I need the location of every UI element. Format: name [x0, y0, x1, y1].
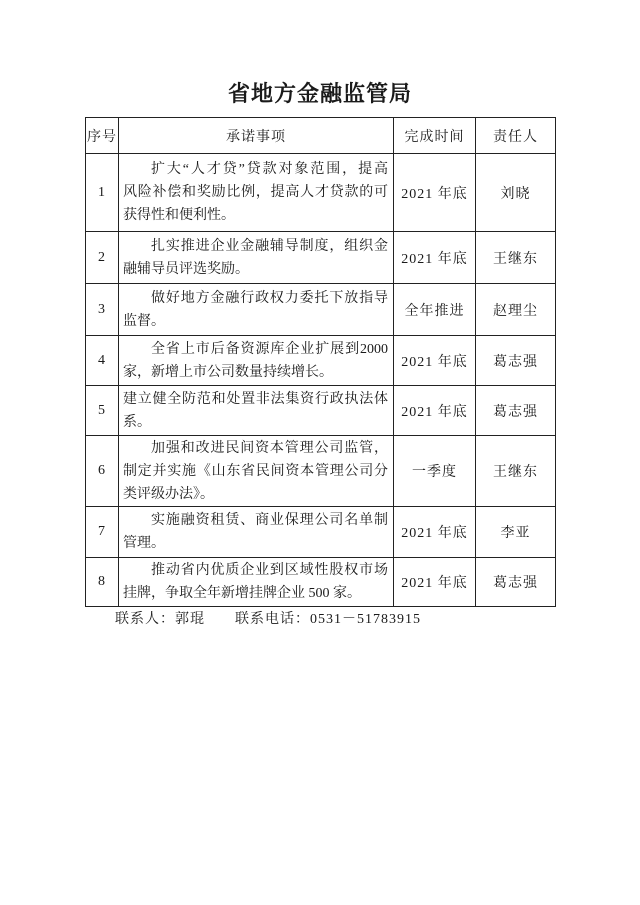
commitment-table: [85, 117, 556, 607]
row-number-cell: 7: [86, 507, 119, 558]
commitment-cell: [119, 436, 394, 507]
owner-cell: 李亚: [476, 507, 556, 558]
contact-footer: [115, 609, 421, 631]
commitment-cell: [119, 507, 394, 558]
header-number: 序号: [86, 118, 119, 154]
owner-cell: 赵理尘: [476, 284, 556, 336]
commitment-line: 类评级办法》。: [123, 486, 214, 502]
commitment-line: 全省上市后备资源库企业扩展到2000: [151, 341, 388, 357]
commitment-line: 做好地方金融行政权力委托下放指导: [151, 290, 388, 306]
owner-cell: 王继东: [476, 436, 556, 507]
owner-cell: 葛志强: [476, 336, 556, 386]
deadline-cell: 2021 年底: [394, 558, 476, 607]
commitment-line: 家，新增上市公司数量持续增长。: [123, 364, 333, 380]
document-title: 省地方金融监管局: [227, 81, 412, 106]
owner-cell: 刘晓: [476, 154, 556, 232]
table-header: [86, 118, 556, 154]
table-row: [86, 232, 556, 284]
header-deadline: 完成时间: [394, 118, 476, 154]
commitment-line: 融辅导员评选奖励。: [123, 261, 249, 277]
deadline-cell: 2021 年底: [394, 336, 476, 386]
commitment-cell: [119, 558, 394, 607]
commitment-line: 管理。: [123, 536, 165, 551]
deadline-cell: 2021 年底: [394, 507, 476, 558]
commitment-line: 挂牌，争取全年新增挂牌企业 500 家。: [123, 586, 361, 601]
contact-person: 联系人：郭琨: [115, 612, 205, 627]
row-number-cell: 4: [86, 336, 119, 386]
deadline-cell: 2021 年底: [394, 386, 476, 436]
commitment-line: 获得性和便利性。: [123, 208, 235, 223]
contact-phone: 联系电话：0531－51783915: [235, 612, 421, 627]
row-number-cell: 5: [86, 386, 119, 436]
row-number-cell: 2: [86, 232, 119, 284]
header-owner: 责任人: [476, 118, 556, 154]
commitment-cell: [119, 154, 394, 232]
commitment-cell: [119, 232, 394, 284]
table-row: [86, 436, 556, 507]
row-number-cell: 6: [86, 436, 119, 507]
header-commitment: 承诺事项: [119, 118, 394, 154]
table-row: [86, 558, 556, 607]
commitment-line: 建立健全防范和处置非法集资行政执法体: [123, 391, 388, 407]
commitment-cell: [119, 284, 394, 336]
commitment-line: 扎实推进企业金融辅导制度，组织金: [151, 238, 388, 254]
header-row: [86, 118, 556, 154]
owner-cell: 王继东: [476, 232, 556, 284]
commitment-line: 实施融资租赁、商业保理公司名单制: [151, 513, 388, 528]
commitment-line: 扩大“人才贷”贷款对象范围，提高: [151, 162, 388, 177]
owner-cell: 葛志强: [476, 558, 556, 607]
commitment-line: 风险补偿和奖励比例，提高人才贷款的可: [123, 185, 388, 200]
deadline-cell: 一季度: [394, 436, 476, 507]
deadline-cell: 全年推进: [394, 284, 476, 336]
row-number-cell: 8: [86, 558, 119, 607]
deadline-cell: 2021 年底: [394, 232, 476, 284]
commitment-line: 系。: [123, 414, 151, 430]
commitment-line: 推动省内优质企业到区域性股权市场: [151, 563, 388, 578]
table-row: [86, 507, 556, 558]
commitment-line: 加强和改进民间资本管理公司监管，: [151, 440, 388, 456]
commitment-cell: [119, 336, 394, 386]
owner-cell: 葛志强: [476, 386, 556, 436]
row-number-cell: 1: [86, 154, 119, 232]
table-row: [86, 336, 556, 386]
commitment-line: 制定并实施《山东省民间资本管理公司分: [123, 463, 388, 479]
table-row: [86, 386, 556, 436]
deadline-cell: 2021 年底: [394, 154, 476, 232]
table-row: [86, 154, 556, 232]
commitment-cell: [119, 386, 394, 436]
row-number-cell: 3: [86, 284, 119, 336]
table-row: [86, 284, 556, 336]
table-body: [86, 154, 556, 607]
commitment-line: 监督。: [123, 313, 165, 329]
